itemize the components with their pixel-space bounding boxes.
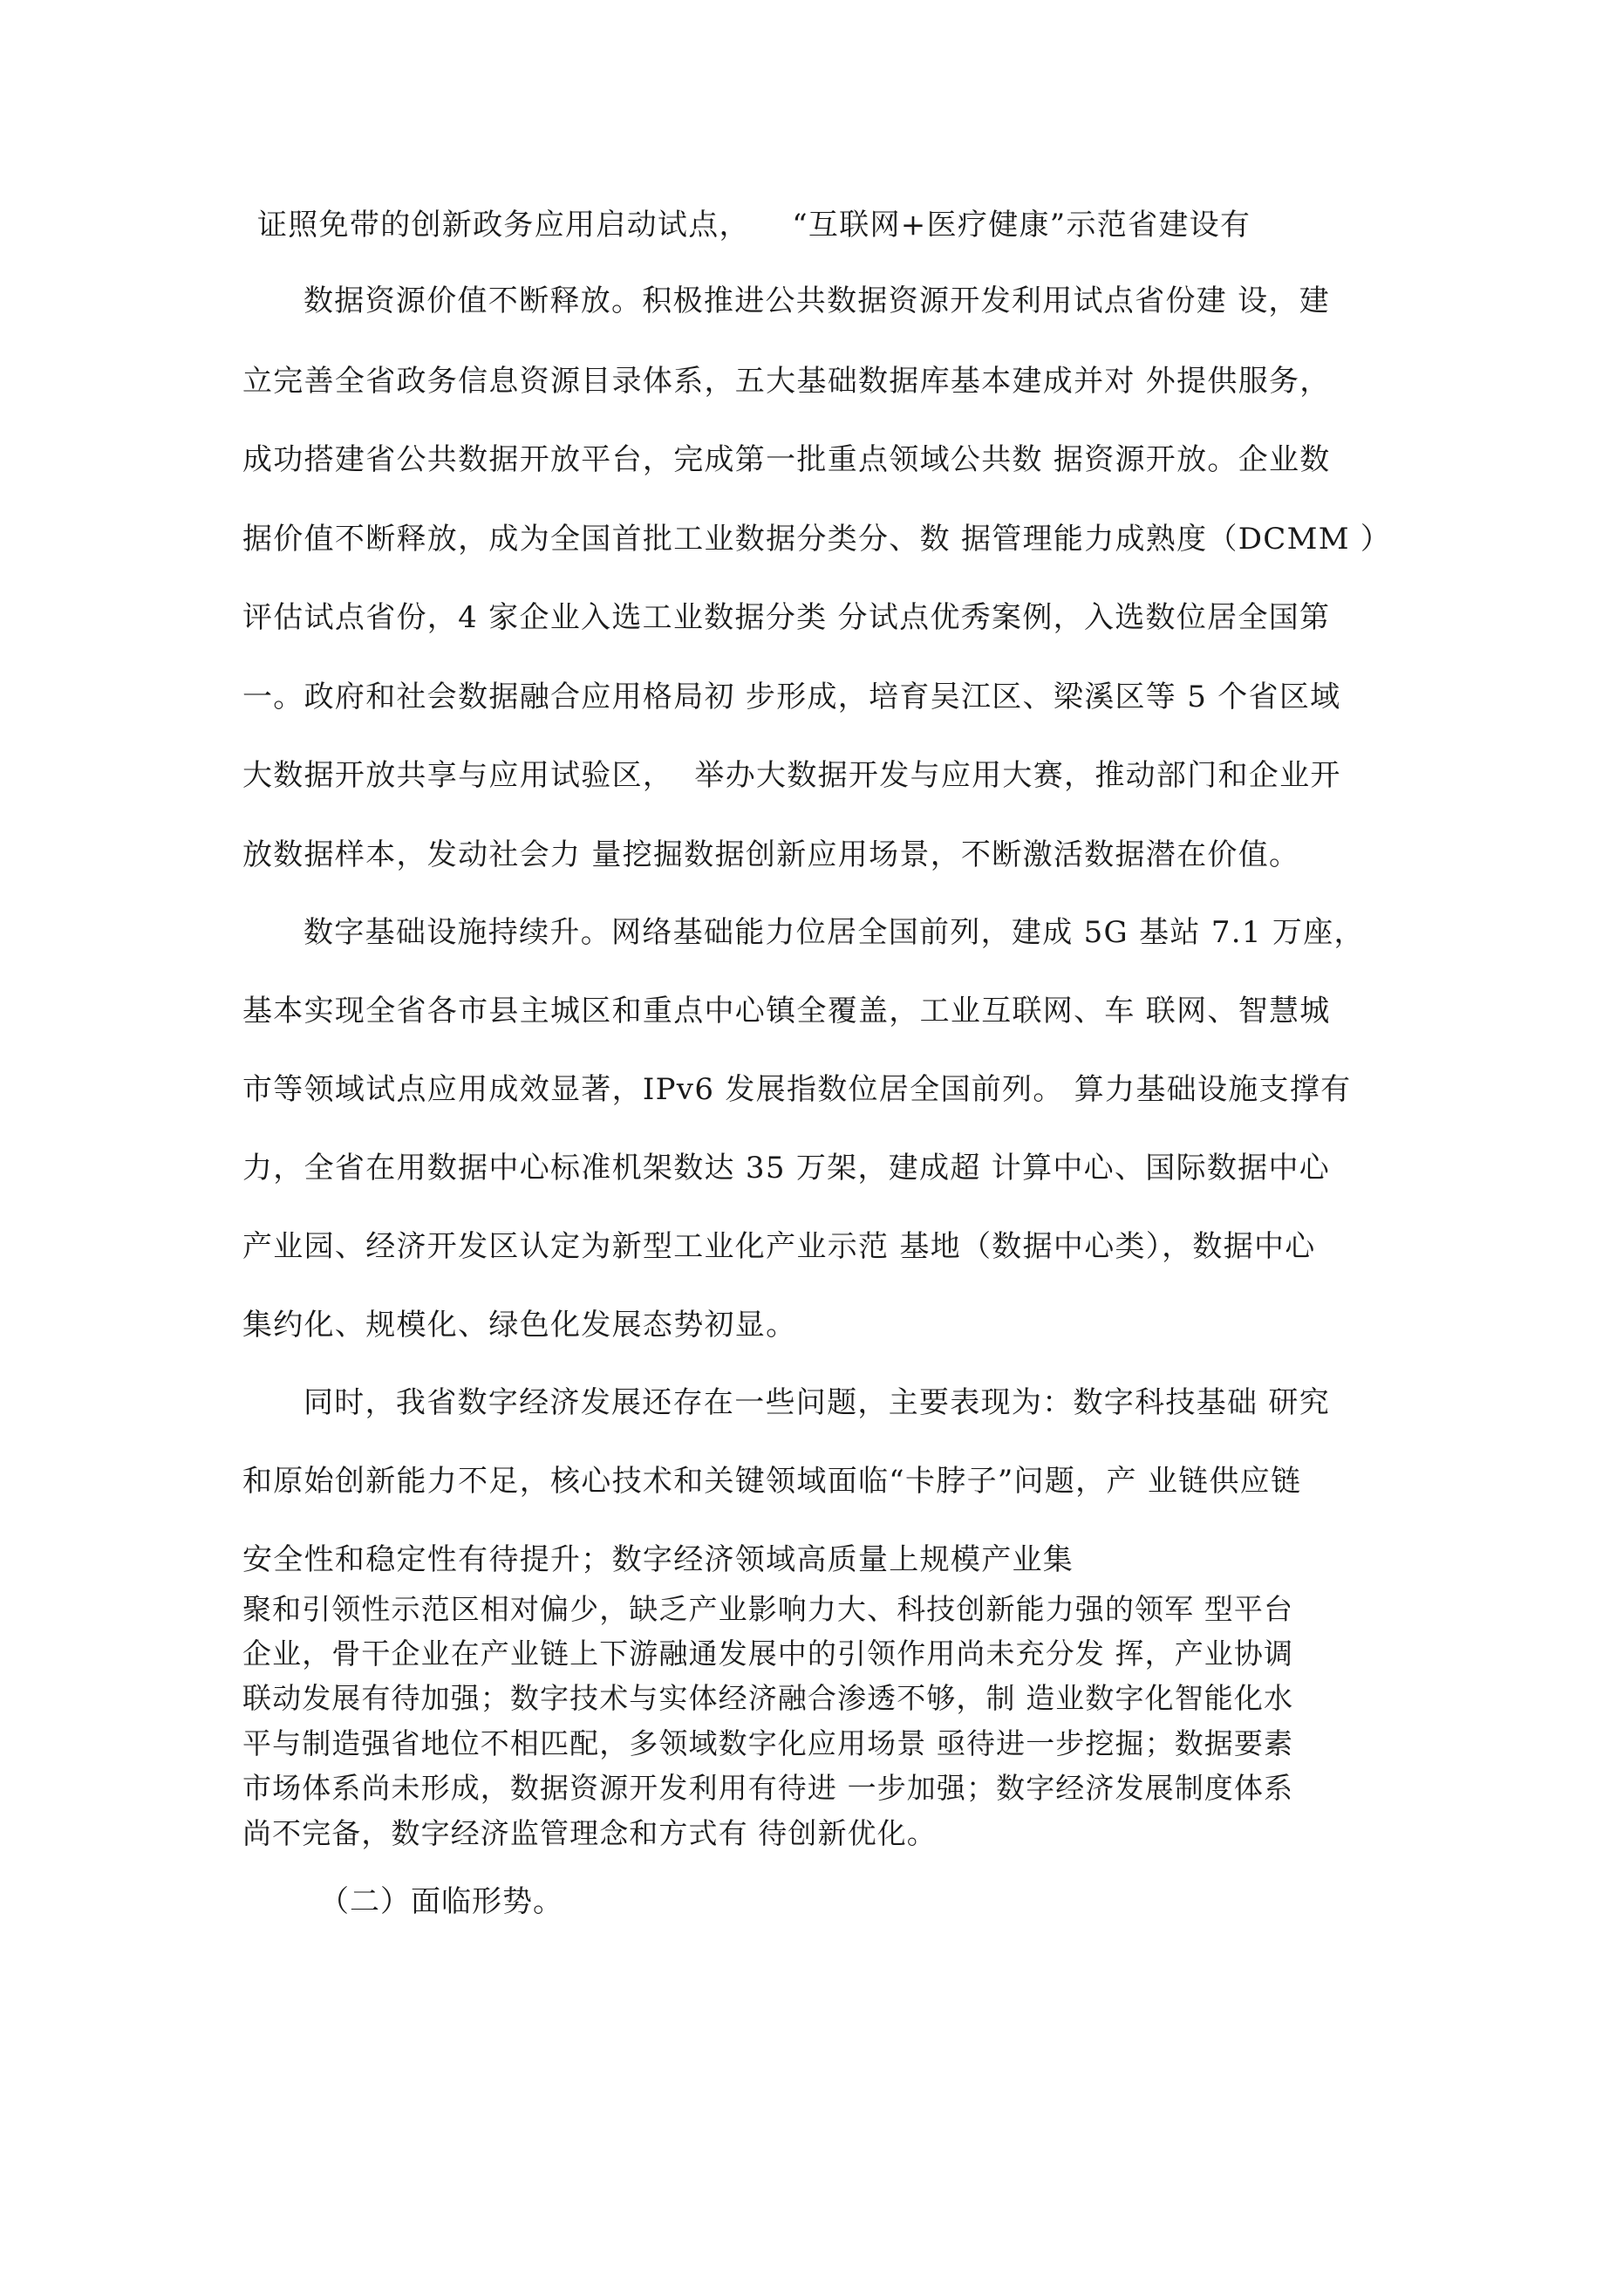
text-line: 力，全省在用数据中心标准机架数达 35 万架，建成超 计算中心、国际数据中心 bbox=[242, 1151, 1331, 1186]
text-line: 和原始创新能力不足，核心技术和关键领域面临“卡脖子”问题，产 业链供应链 bbox=[242, 1464, 1302, 1499]
text-line: 据价值不断释放，成为全国首批工业数据分类分、数 据管理能力成熟度（DCMM ） bbox=[242, 522, 1392, 557]
text-line: 成功搭建省公共数据开放平台，完成第一批重点领域公共数 据资源开放。企业数 bbox=[242, 442, 1331, 477]
text-line: 大数据开放共享与应用试验区， 举办大数据开发与应用大赛，推动部门和企业开 bbox=[242, 758, 1341, 793]
section-heading: （二）面临形势。 bbox=[319, 1884, 563, 1919]
text-line: 一。政府和社会数据融合应用格局初 步形成，培育吴江区、梁溪区等 5 个省区域 bbox=[242, 680, 1341, 714]
paragraph-start-line: 数字基础设施持续升。网络基础能力位居全国前列，建成 5G 基站 7.1 万座， bbox=[303, 915, 1365, 950]
text-line: 证照免带的创新政务应用启动试点， “互联网+医疗健康”示范省建设有 bbox=[257, 208, 1251, 243]
text-line: 放数据样本，发动社会力 量挖掘数据创新应用场景，不断激活数据潜在价值。 bbox=[242, 837, 1300, 872]
text-line: 市场体系尚未形成，数据资源开发利用有待进 一步加强；数字经济发展制度体系 bbox=[242, 1771, 1294, 1805]
text-line: 聚和引领性示范区相对偏少，缺乏产业影响力大、科技创新能力强的领军 型平台 bbox=[242, 1592, 1294, 1626]
text-line: 评估试点省份，4 家企业入选工业数据分类 分试点优秀案例，入选数位居全国第 bbox=[242, 600, 1331, 635]
text-line: 产业园、经济开发区认定为新型工业化产业示范 基地（数据中心类），数据中心 bbox=[242, 1229, 1316, 1264]
text-line: 立完善全省政务信息资源目录体系，五大基础数据库基本建成并对 外提供服务， bbox=[242, 364, 1331, 399]
paragraph-start-line: 同时，我省数字经济发展还存在一些问题，主要表现为：数字科技基础 研究 bbox=[303, 1385, 1331, 1420]
text-line: 基本实现全省各市县主城区和重点中心镇全覆盖，工业互联网、车 联网、智慧城 bbox=[242, 994, 1331, 1028]
text-line: 尚不完备，数字经济监管理念和方式有 待创新优化。 bbox=[242, 1816, 937, 1850]
text-line: 联动发展有待加强；数字技术与实体经济融合渗透不够，制 造业数字化智能化水 bbox=[242, 1681, 1294, 1715]
text-line: 集约化、规模化、绿色化发展态势初显。 bbox=[242, 1308, 797, 1343]
paragraph-start-line: 数据资源价值不断释放。积极推进公共数据资源开发利用试点省份建 设，建 bbox=[303, 284, 1331, 318]
text-line: 市等领域试点应用成效显著，IPv6 发展指数位居全国前列。 算力基础设施支撑有 bbox=[242, 1072, 1352, 1107]
text-line: 平与制造强省地位不相匹配，多领域数字化应用场景 亟待进一步挖掘；数据要素 bbox=[242, 1726, 1294, 1760]
text-line: 安全性和稳定性有待提升；数字经济领域高质量上规模产业集 bbox=[242, 1542, 1074, 1577]
text-line: 企业，骨干企业在产业链上下游融通发展中的引领作用尚未充分发 挥，产业协调 bbox=[242, 1637, 1294, 1671]
